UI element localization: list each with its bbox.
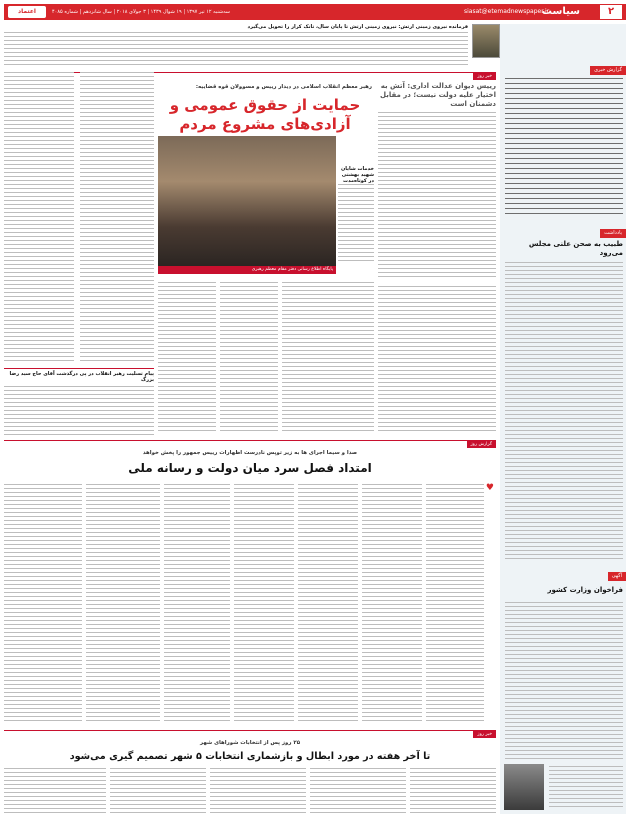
third-col1 bbox=[426, 484, 484, 722]
photo-credit: پایگاه اطلاع رسانی دفتر مقام معظم رهبری bbox=[158, 266, 336, 274]
third-headline: امتداد فصل سرد میان دولت و رسانه ملی bbox=[128, 461, 372, 475]
lead-photo bbox=[158, 136, 336, 266]
lead-headline: حمایت از حقوق عمومی و آزادی‌های مشروع مردم bbox=[169, 96, 361, 133]
masthead bbox=[4, 4, 626, 20]
commander-photo bbox=[472, 24, 500, 58]
sidebar-note-body bbox=[505, 262, 623, 562]
second-headline: رییس دیوان عدالت اداری: آتش به اختیار علیه دولت نیست؛ در مقابل دشمنان است bbox=[379, 82, 496, 108]
top-story bbox=[4, 24, 500, 70]
sidebar-news-bullets bbox=[505, 78, 623, 218]
bottom-col3 bbox=[210, 768, 306, 814]
condolence-body bbox=[4, 386, 154, 438]
lead-body-col3 bbox=[158, 282, 216, 432]
side-body bbox=[338, 184, 374, 264]
heart-bullet-icon: ♥ bbox=[485, 483, 494, 493]
newspaper-logo: اعتماد bbox=[8, 6, 46, 18]
bottom-col5 bbox=[4, 768, 106, 814]
third-section-bar bbox=[4, 440, 496, 448]
lead-section-bar bbox=[4, 72, 496, 80]
third-col2 bbox=[362, 484, 422, 722]
bottom-col4 bbox=[110, 768, 206, 814]
sidebar-ad-body bbox=[505, 602, 623, 762]
third-col5 bbox=[164, 484, 230, 722]
issue-date: سه‌شنبه ۱۲ تیر ۱۳۹۷ | ۱۹ شوال ۱۴۳۹ | ۳ جولای ۲۰۱۸ | سال شانزدهم | شماره ۴۰۸۵ bbox=[52, 9, 230, 15]
sidebar-note-title: طبیب به صحن علنی مجلس می‌رود bbox=[528, 240, 623, 257]
third-col4 bbox=[234, 484, 294, 722]
lead-label: خبر روز bbox=[473, 73, 496, 80]
bottom-headline: تا آخر هفته در مورد ابطال و بازشماری انتخابات ۵ شهر تصمیم گیری می‌شود bbox=[69, 751, 431, 762]
bottom-label: خبر روز bbox=[473, 731, 496, 738]
sidebar bbox=[500, 24, 626, 814]
top-story-headline: فرمانده نیروی زمینی ارتش: نیروی زمینی ارتش تا پایان سال، تانک کرار را تحویل می‌گیرد bbox=[247, 24, 468, 30]
lead-body-col1 bbox=[282, 282, 374, 432]
left-col1 bbox=[4, 72, 74, 362]
bottom-kicker: ۲۵ روز پس از انتخابات شوراهای شهر bbox=[199, 740, 300, 746]
lead-body-col2 bbox=[220, 282, 278, 432]
top-story-body bbox=[4, 32, 468, 68]
sidebar-footer-body bbox=[549, 766, 623, 810]
site-email[interactable]: siasat@etemadnewspaper.ir bbox=[464, 8, 550, 15]
bottom-col1 bbox=[410, 768, 496, 814]
third-col6 bbox=[86, 484, 160, 722]
sidebar-tag-ad: آگهی bbox=[608, 572, 626, 581]
third-label: گزارش روز bbox=[467, 441, 497, 448]
bottom-col2 bbox=[310, 768, 406, 814]
bottom-section-bar bbox=[4, 730, 496, 738]
third-col7 bbox=[4, 484, 82, 722]
second-body bbox=[378, 112, 496, 280]
condolence-title: پیام تسلیت رهبر انقلاب در پی درگذشت آقای حاج سید رضا بزرگ bbox=[9, 371, 154, 383]
third-col3 bbox=[298, 484, 358, 722]
sidebar-tag-note: یادداشت bbox=[600, 229, 626, 238]
condolence-box bbox=[4, 368, 154, 438]
third-kicker: صدا و سیما اجرای ها به زیر توپس نادرست اظهارات رییس جمهور را پخش خواهد bbox=[142, 450, 358, 456]
official-photo bbox=[504, 764, 544, 810]
page-number: ۲ bbox=[600, 5, 622, 19]
sidebar-tag-news: گزارش خبری bbox=[590, 66, 626, 75]
second-body-cont bbox=[378, 286, 496, 432]
lead-kicker: رهبر معظم انقلاب اسلامی در دیدار رییس و مسوولان قوه قضاییه: bbox=[195, 84, 372, 90]
side-title: خدمات شایان شهید بهشتی در کوتاه‌مدت bbox=[340, 166, 374, 184]
section-title: سیاست bbox=[541, 6, 580, 17]
left-col2 bbox=[80, 72, 154, 362]
sidebar-ad-title: فراخوان وزارت کشور bbox=[547, 586, 623, 594]
